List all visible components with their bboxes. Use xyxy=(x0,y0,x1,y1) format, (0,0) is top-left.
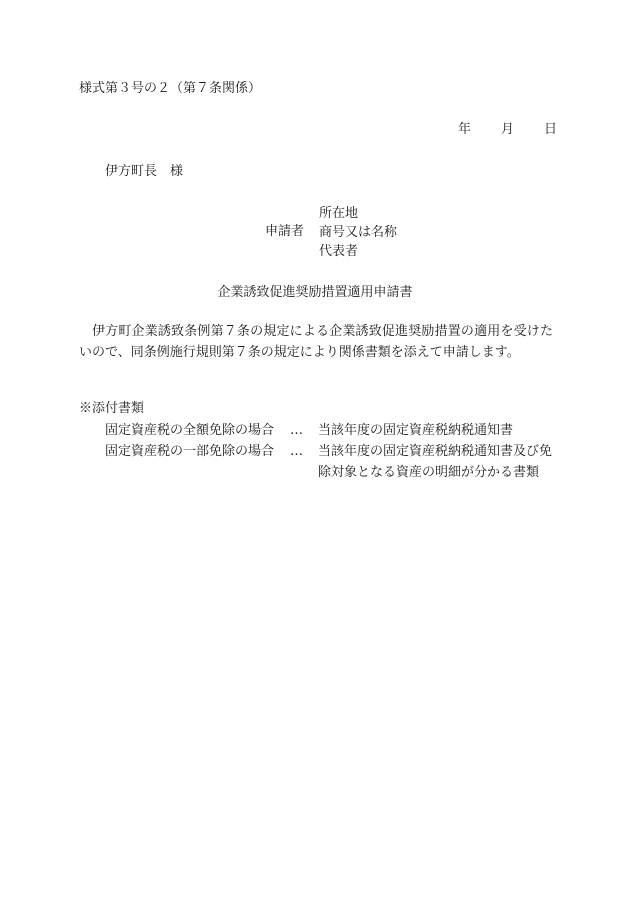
applicant-block xyxy=(265,204,397,261)
form-number: 様式第３号の２（第７条関係） xyxy=(79,81,262,96)
date-month-label: 月 xyxy=(501,122,515,137)
attachment-separator: … xyxy=(290,423,303,438)
attachment-case: 固定資産税の全額免除の場合 xyxy=(105,423,275,438)
addressee xyxy=(105,163,183,181)
attachments-list xyxy=(105,420,555,483)
attachments-heading: ※添付書類 xyxy=(79,401,145,416)
addressee-honorific: 様 xyxy=(170,164,184,179)
attachment-case: 固定資産税の一部免除の場合 xyxy=(105,444,275,459)
body-text: 伊方町企業誘致条例第７条の規定による企業誘致促進奨励措置の適用を受けたいので、同条例施行規則第７条の規定により関係書類を添えて申請します。 xyxy=(79,324,553,360)
applicant-address-label: 所在地 xyxy=(319,206,359,221)
addressee-name: 伊方町長 xyxy=(105,164,158,179)
attachment-separator: … xyxy=(290,444,303,459)
date-line xyxy=(458,121,557,139)
attachment-row xyxy=(105,441,555,483)
attachment-row xyxy=(105,420,555,441)
attachment-document: 当該年度の固定資産税納税通知書 xyxy=(318,423,514,438)
date-day-label: 日 xyxy=(544,122,558,137)
attachment-document: 当該年度の固定資産税納税通知書及び免除対象となる資産の明細が分かる書類 xyxy=(318,444,553,480)
applicant-name-label: 商号又は名称 xyxy=(319,225,398,240)
document-title: 企業誘致促進奨励措置適用申請書 xyxy=(217,285,413,300)
date-year-label: 年 xyxy=(458,122,472,137)
applicant-fields xyxy=(319,204,397,261)
applicant-representative-label: 代表者 xyxy=(319,244,359,259)
applicant-label: 申請者 xyxy=(265,224,305,239)
